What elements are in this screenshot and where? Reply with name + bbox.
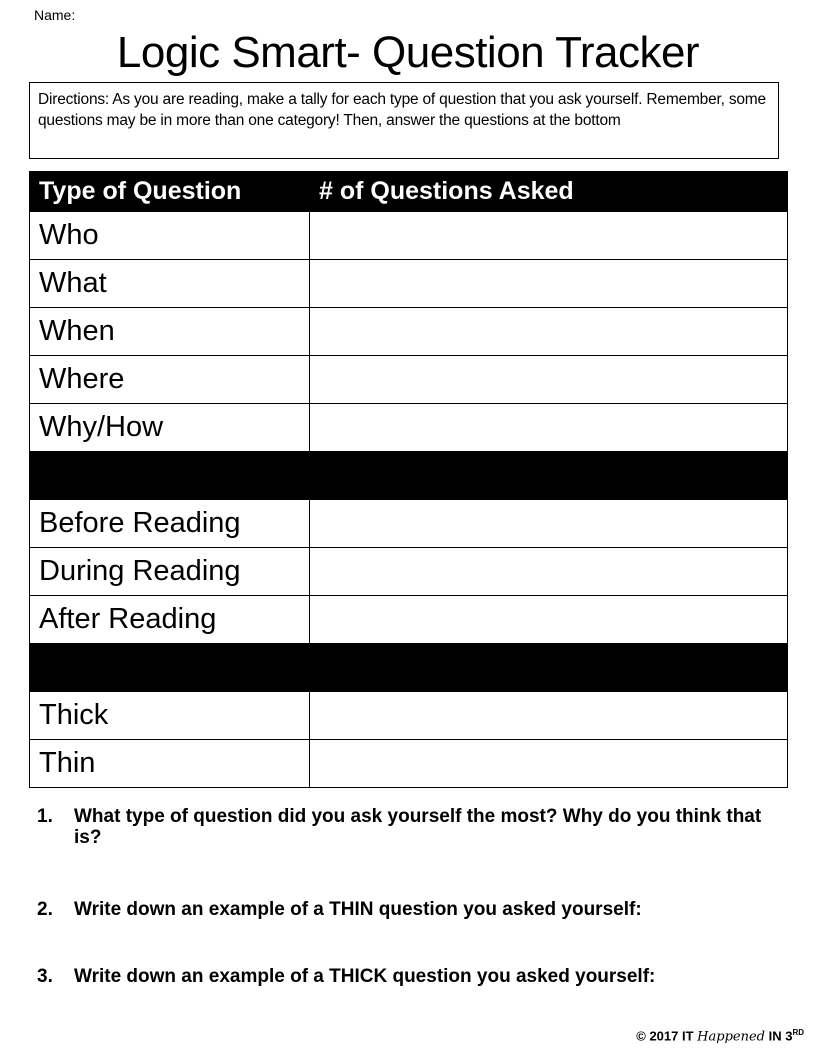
question-number: 2.	[37, 899, 53, 920]
table-row	[30, 548, 788, 596]
divider-cell	[310, 644, 788, 692]
table-divider-row	[30, 644, 788, 692]
question-number: 3.	[37, 966, 53, 987]
tally-cell-before-reading[interactable]	[310, 500, 788, 548]
row-label-thick: Thick	[30, 692, 310, 740]
name-label: Name:	[34, 7, 76, 23]
question-text: What type of question did you ask yourself the most? Why do you think that is?	[74, 806, 762, 848]
row-label-what: What	[30, 260, 310, 308]
table-row	[30, 500, 788, 548]
question-text: Write down an example of a THIN question you asked yourself:	[74, 899, 642, 920]
table-row	[30, 692, 788, 740]
row-label-before-reading: Before Reading	[30, 500, 310, 548]
header-questions-asked: # of Questions Asked	[310, 172, 788, 212]
question-item-1	[37, 806, 777, 848]
row-label-after-reading: After Reading	[30, 596, 310, 644]
table-row	[30, 596, 788, 644]
table-divider-row	[30, 452, 788, 500]
brand-script-text: Happened	[697, 1029, 765, 1044]
row-label-why-how: Why/How	[30, 404, 310, 452]
copyright-text: © 2017 IT	[636, 1028, 694, 1043]
row-label-who: Who	[30, 212, 310, 260]
divider-cell	[30, 644, 310, 692]
directions-text: Directions: As you are reading, make a tally for each type of question that you ask yourself. Remember, some questions may be in more than one category! Then, answer the questions at the bottom	[38, 91, 766, 129]
table-row	[30, 212, 788, 260]
tally-cell-when[interactable]	[310, 308, 788, 356]
divider-cell	[310, 452, 788, 500]
table-row	[30, 356, 788, 404]
tally-cell-what[interactable]	[310, 260, 788, 308]
tally-cell-where[interactable]	[310, 356, 788, 404]
table-row	[30, 404, 788, 452]
table-row	[30, 260, 788, 308]
directions-box	[29, 82, 779, 159]
question-item-2	[37, 899, 777, 920]
question-tracker-table	[29, 171, 788, 788]
row-label-during-reading: During Reading	[30, 548, 310, 596]
tally-cell-who[interactable]	[310, 212, 788, 260]
copyright-footer	[636, 1028, 804, 1044]
tally-cell-after-reading[interactable]	[310, 596, 788, 644]
tally-cell-thick[interactable]	[310, 692, 788, 740]
row-label-thin: Thin	[30, 740, 310, 788]
table-row	[30, 740, 788, 788]
page-title: Logic Smart- Question Tracker	[116, 28, 700, 77]
question-number: 1.	[37, 806, 53, 827]
row-label-where: Where	[30, 356, 310, 404]
brand-end-text: IN 3	[768, 1028, 793, 1043]
tally-cell-during-reading[interactable]	[310, 548, 788, 596]
brand-superscript: RD	[792, 1027, 804, 1037]
table-header-row	[30, 172, 788, 212]
question-item-3	[37, 966, 777, 987]
divider-cell	[30, 452, 310, 500]
tally-cell-thin[interactable]	[310, 740, 788, 788]
question-text: Write down an example of a THICK question you asked yourself:	[74, 966, 656, 987]
table-row	[30, 308, 788, 356]
row-label-when: When	[30, 308, 310, 356]
header-type-of-question: Type of Question	[30, 172, 310, 212]
tally-cell-why-how[interactable]	[310, 404, 788, 452]
